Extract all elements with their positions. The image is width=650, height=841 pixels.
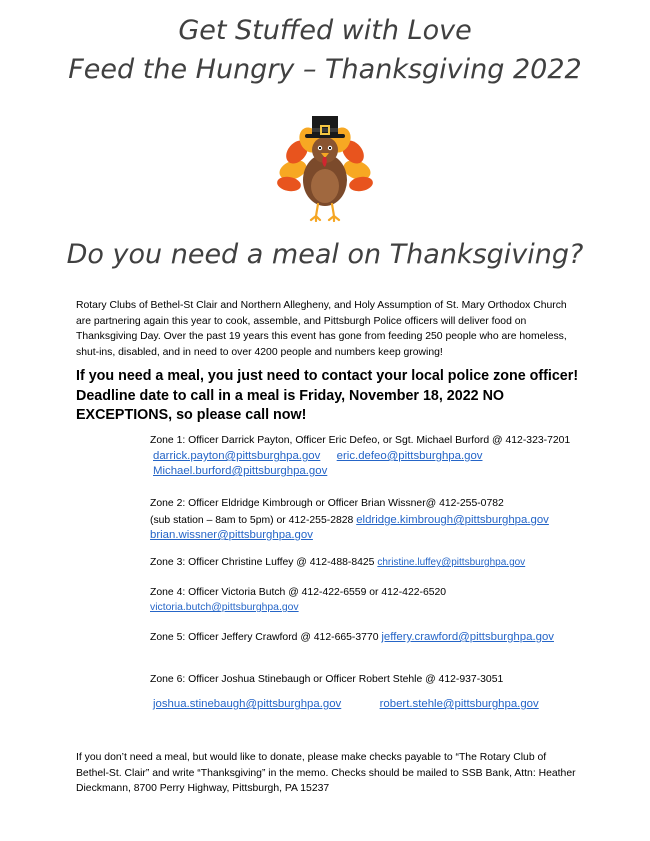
intro-paragraph: Rotary Clubs of Bethel-St Clair and Northern Allegheny, and Holy Assumption of St. Mary Orthodox Church are partnering again this year to cook, assemble, and Pittsburgh Police officers will deliver food on Thanksgiving Day. Over the past 19 years this event has gone from feeding 250 people who are homeless, shut-ins, disabled, and in need to over 4200 people and numbers keep growing! xyxy=(76,300,567,358)
zone-2-email-2[interactable]: brian.wissner@pittsburghpa.gov xyxy=(150,529,313,541)
zone-1-email-1[interactable]: darrick.payton@pittsburghpa.gov xyxy=(153,450,321,462)
zone-1-email-3[interactable]: Michael.burford@pittsburghpa.gov xyxy=(153,465,328,477)
zone-5-text: Zone 5: Officer Jeffery Crawford @ 412-665-3770 xyxy=(150,632,379,643)
title-line-2: Feed the Hungry – Thanksgiving 2022 xyxy=(68,54,582,85)
zone-4 xyxy=(150,586,446,614)
question-heading: Do you need a meal on Thanksgiving? xyxy=(66,239,584,270)
zone-2-text-2: (sub station – 8am to 5pm) or 412-255-2828 xyxy=(150,515,354,526)
donation-footer: If you don’t need a meal, but would like to donate, please make checks payable to “The Rotary Club of Bethel-St. Clair” and write “Thanksgiving” in the memo. Checks should be mailed to SSB Bank, Attn: Heather Dieckmann, 8700 Perry Highway, Pittsburgh, PA 15237 xyxy=(76,752,576,795)
zone-6-email-1[interactable]: joshua.stinebaugh@pittsburghpa.gov xyxy=(153,698,342,710)
zone-6-text: Zone 6: Officer Joshua Stinebaugh or Officer Robert Stehle @ 412-937-3051 xyxy=(150,674,504,685)
zone-3-text: Zone 3: Officer Christine Luffey @ 412-488-8425 xyxy=(150,557,375,568)
zone-4-text: Zone 4: Officer Victoria Butch @ 412-422-6559 or 412-422-6520 xyxy=(150,587,447,598)
zone-6-email-2[interactable]: robert.stehle@pittsburghpa.gov xyxy=(379,698,539,710)
zone-2-text: Zone 2: Officer Eldridge Kimbrough or Officer Brian Wissner@ 412-255-0782 xyxy=(150,498,504,509)
zone-2 xyxy=(150,497,549,542)
zone-1 xyxy=(150,434,570,478)
zone-4-email-1[interactable]: victoria.butch@pittsburghpa.gov xyxy=(150,602,299,613)
zone-2-email-1[interactable]: eldridge.kimbrough@pittsburghpa.gov xyxy=(356,514,549,526)
zone-1-email-2[interactable]: eric.defeo@pittsburghpa.gov xyxy=(336,450,483,462)
zone-5-email-1[interactable]: jeffery.crawford@pittsburghpa.gov xyxy=(381,631,554,643)
zone-1-text: Zone 1: Officer Darrick Payton, Officer Eric Defeo, or Sgt. Michael Burford @ 412-323-7201 xyxy=(150,435,571,446)
call-to-action: If you need a meal, you just need to contact your local police zone officer! Deadline date to call in a meal is Friday, November 18, 2022 NO EXCEPTIONS, so please call now! xyxy=(76,368,579,423)
zone-5 xyxy=(150,631,554,644)
zone-3 xyxy=(150,556,525,569)
zone-6 xyxy=(150,673,539,711)
zone-3-email-1[interactable]: christine.luffey@pittsburghpa.gov xyxy=(377,557,526,568)
title-line-1: Get Stuffed with Love xyxy=(178,15,472,46)
turkey-icon xyxy=(275,112,375,222)
